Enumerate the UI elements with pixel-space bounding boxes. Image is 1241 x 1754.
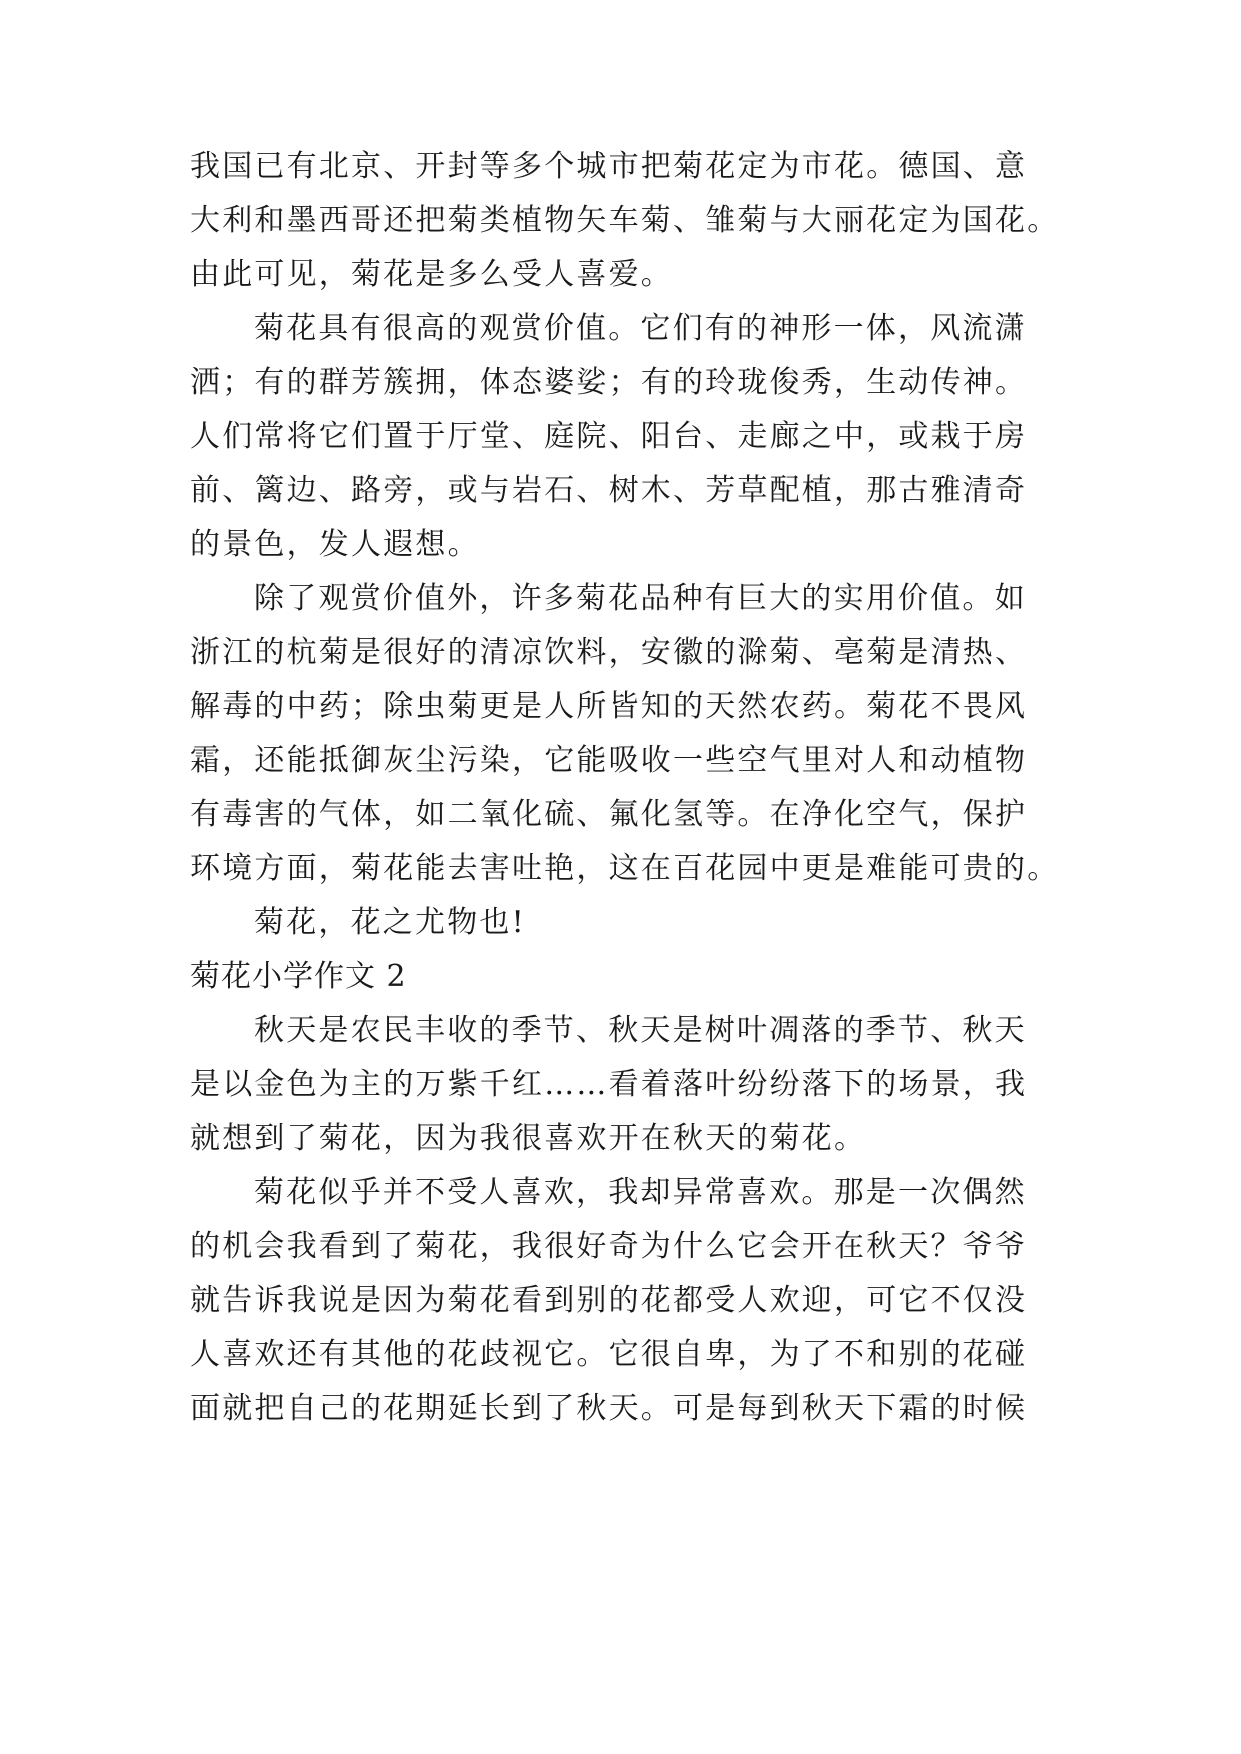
- text-line: 大利和墨西哥还把菊类植物矢车菊、雏菊与大丽花定为国花。: [190, 203, 1060, 238]
- text-line: 是以金色为主的万紫千红……看着落叶纷纷落下的场景，我: [190, 1067, 1028, 1102]
- text-line: 面就把自己的花期延长到了秋天。可是每到秋天下霜的时候: [190, 1391, 1028, 1426]
- text-line: 由此可见，菊花是多么受人喜爱。: [190, 257, 673, 292]
- text-line: 就告诉我说是因为菊花看到别的花都受人欢迎，可它不仅没: [190, 1283, 1028, 1318]
- text-line: 环境方面，菊花能去害吐艳，这在百花园中更是难能可贵的。: [190, 851, 1060, 886]
- text-line: 就想到了菊花，因为我很喜欢开在秋天的菊花。: [190, 1121, 867, 1156]
- section-heading: 菊花小学作文 2: [190, 959, 407, 994]
- paragraph-first-line: 秋天是农民丰收的季节、秋天是树叶凋落的季节、秋天: [254, 1013, 1027, 1048]
- paragraph-first-line: 除了观赏价值外，许多菊花品种有巨大的实用价值。如: [254, 581, 1027, 616]
- paragraph-first-line: 菊花具有很高的观赏价值。它们有的神形一体，风流潇: [254, 311, 1027, 346]
- text-line: 解毒的中药；除虫菊更是人所皆知的天然农药。菊花不畏风: [190, 689, 1028, 724]
- text-line: 我国已有北京、开封等多个城市把菊花定为市花。德国、意: [190, 149, 1028, 184]
- text-line: 人们常将它们置于厅堂、庭院、阳台、走廊之中，或栽于房: [190, 419, 1028, 454]
- text-line: 人喜欢还有其他的花歧视它。它很自卑，为了不和别的花碰: [190, 1337, 1028, 1372]
- text-line: 前、篱边、路旁，或与岩石、树木、芳草配植，那古雅清奇: [190, 473, 1028, 508]
- text-line: 的机会我看到了菊花，我很好奇为什么它会开在秋天？爷爷: [190, 1229, 1028, 1264]
- text-line: 有毒害的气体，如二氧化硫、氟化氢等。在净化空气，保护: [190, 797, 1028, 832]
- paragraph-first-line: 菊花似乎并不受人喜欢，我却异常喜欢。那是一次偶然: [254, 1175, 1027, 1210]
- text-line: 的景色，发人遐想。: [190, 527, 480, 562]
- text-line: 浙江的杭菊是很好的清凉饮料，安徽的滁菊、亳菊是清热、: [190, 635, 1028, 670]
- text-line: 洒；有的群芳簇拥，体态婆娑；有的玲珑俊秀，生动传神。: [190, 365, 1028, 400]
- text-line: 霜，还能抵御灰尘污染，它能吸收一些空气里对人和动植物: [190, 743, 1028, 778]
- paragraph-first-line: 菊花，花之尤物也!: [254, 905, 526, 940]
